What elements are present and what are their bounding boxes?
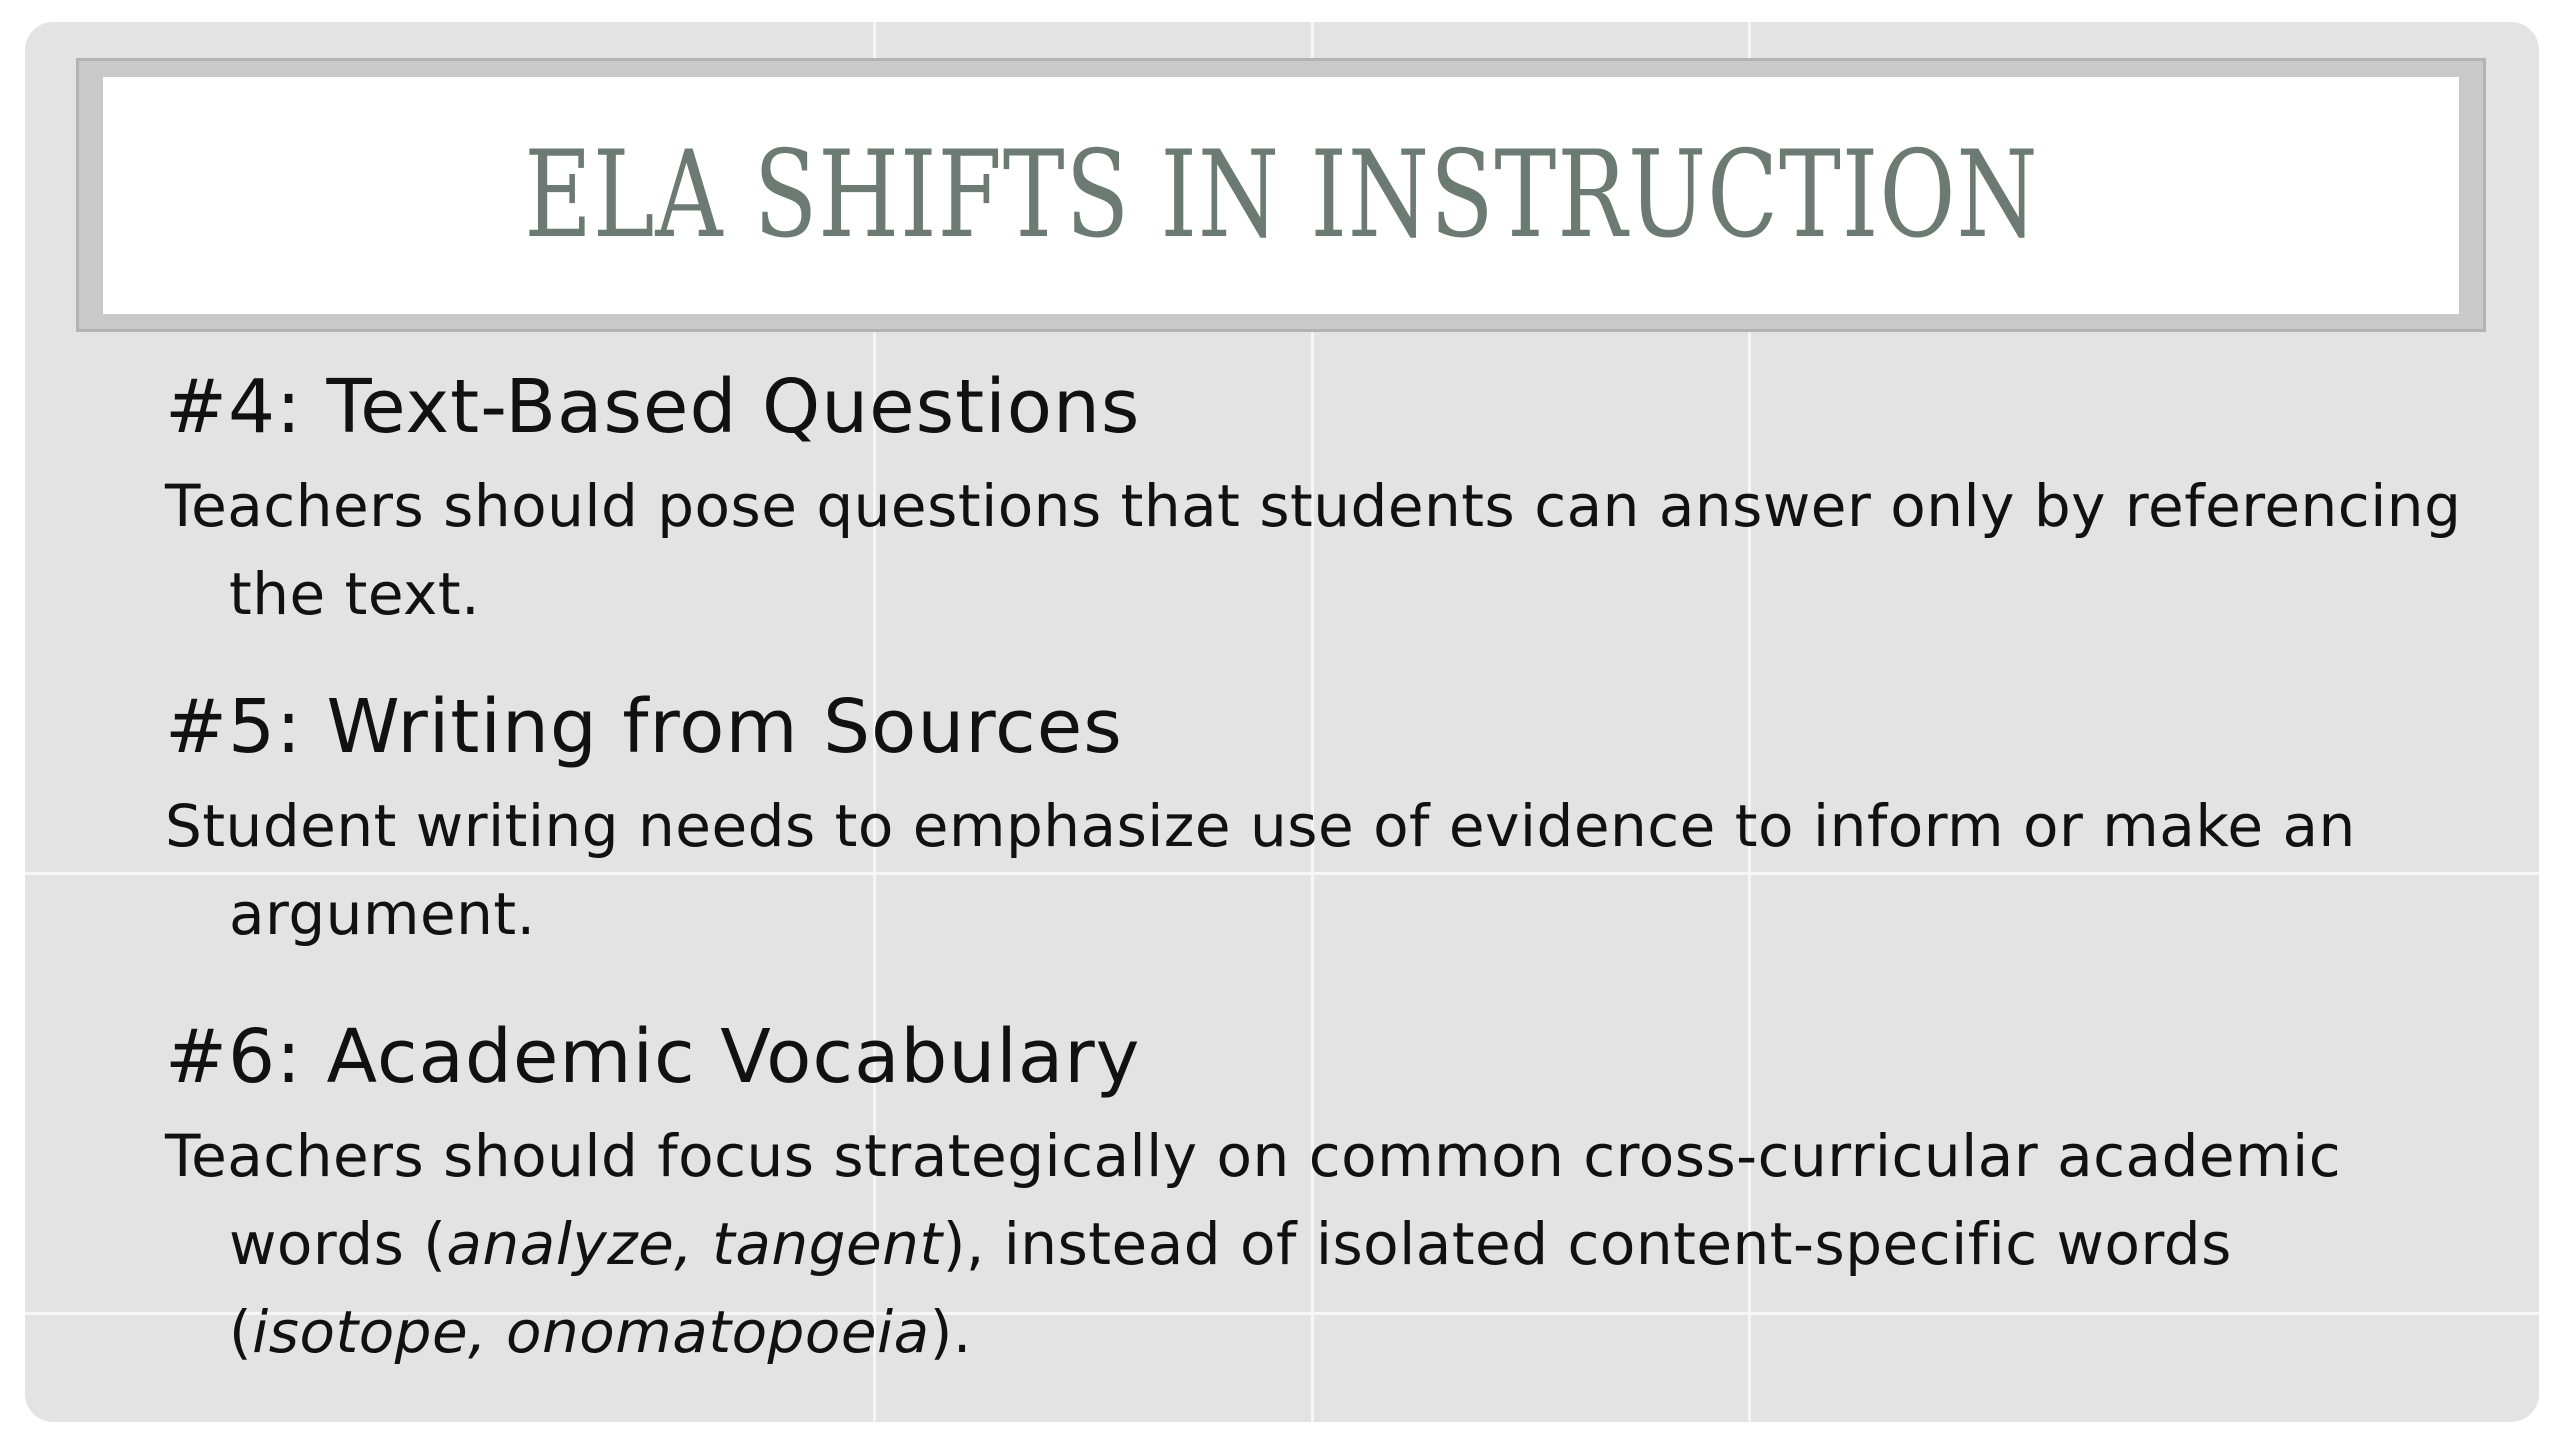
example-words: analyze, tangent bbox=[446, 1210, 943, 1279]
body-text: Teachers should focus strategically on common cross-curricular academic words ( bbox=[165, 1122, 2342, 1279]
section-body bbox=[165, 462, 2465, 638]
section-heading: #5: Writing from Sources bbox=[165, 684, 1123, 770]
slide-title: ELA SHIFTS IN INSTRUCTION bbox=[523, 125, 2039, 265]
section-academic-vocabulary bbox=[165, 1014, 2465, 1376]
section-writing-from-sources bbox=[165, 684, 2465, 958]
body-text: ), instead of isolated content-specific words ( bbox=[229, 1210, 2232, 1367]
body-text: Teachers should pose questions that students can answer only by referencing the text. bbox=[165, 472, 2462, 629]
title-box bbox=[103, 77, 2459, 314]
section-text-based-questions bbox=[165, 364, 2465, 638]
body-text: ). bbox=[929, 1298, 972, 1367]
example-words: isotope, onomatopoeia bbox=[252, 1298, 930, 1367]
section-heading: #4: Text-Based Questions bbox=[165, 364, 1141, 450]
slide bbox=[25, 22, 2539, 1422]
section-body bbox=[165, 1112, 2465, 1376]
body-text: Student writing needs to emphasize use of evidence to inform or make an argument. bbox=[165, 792, 2356, 949]
section-body bbox=[165, 782, 2465, 958]
section-heading: #6: Academic Vocabulary bbox=[165, 1014, 1141, 1100]
